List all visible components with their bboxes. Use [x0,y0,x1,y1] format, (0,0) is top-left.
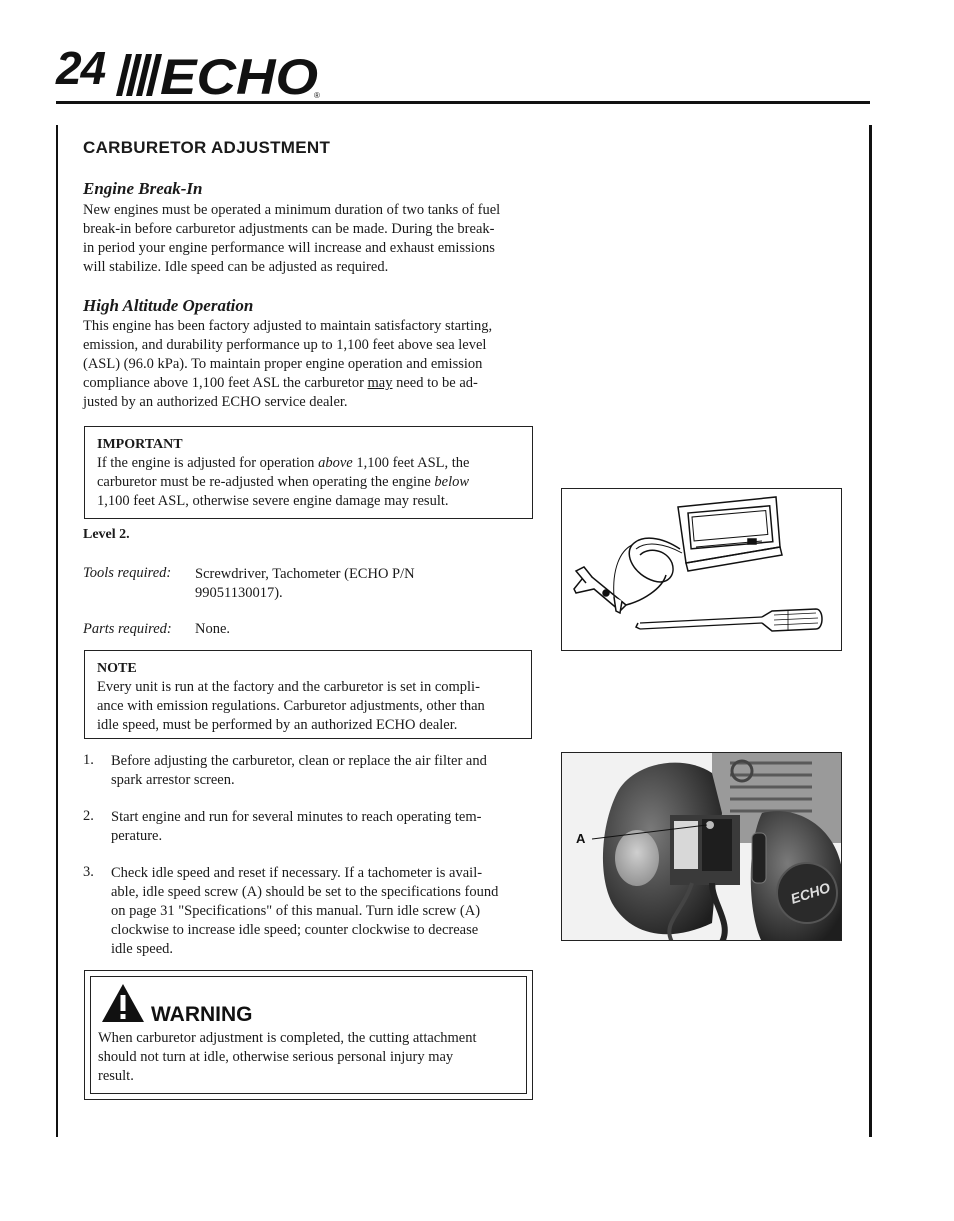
step-2-text: Start engine and run for several minutes to reach operating tem- perature. [111,809,482,844]
tools-value: Screwdriver, Tachometer (ECHO P/N 99051130017). [195,566,415,601]
step-2-number: 2. [83,808,94,824]
altitude-heading: High Altitude Operation [83,296,254,315]
parts-label: Parts required: [83,621,172,637]
section-title: CARBURETOR ADJUSTMENT [83,138,331,157]
right-margin-rule [869,125,872,1137]
header-rule [56,101,870,104]
carburetor-photo [561,752,842,941]
step-1-number: 1. [83,752,94,768]
altitude-paragraph: This engine has been factory adjusted to maintain satisfactory starting, emission, and durability performance up to 1,100 feet above sea level (ASL) (96.0 kPa). To maintain proper engine operation and emission compliance above 1,100 feet ASL the carburetor may need to be ad- justed by an authorized ECHO service dealer. [83,318,493,410]
tools-label: Tools required: [83,565,172,581]
left-margin-rule [56,125,58,1137]
engine-echo-badge: ECHO [788,879,833,907]
warning-triangle-icon [101,983,145,1023]
level-label: Level 2. [83,527,130,542]
tools-figure [561,488,842,651]
break-in-heading: Engine Break-In [83,179,203,198]
callout-a-label: A [576,831,586,846]
note-title: NOTE [97,661,137,676]
step-3-text: Check idle speed and reset if necessary. If a tachometer is avail- able, idle speed screw (A) should be set to the specifications found on page 31 "Specifications" of this manual. Turn idle screw (A) clockwise to increase idle speed; counter clockwise to decrease idle speed. [111,865,499,957]
important-box: IMPORTANT If the engine is adjusted for operation above 1,100 feet ASL, the carburetor must be re-adjusted when operating the engine below 1,100 feet ASL, otherwise severe engine damage may result. [84,426,533,519]
logo-text: ECHO [160,50,319,100]
break-in-paragraph: New engines must be operated a minimum duration of two tanks of fuel break-in before carburetor adjustments can be made. During the break- in period your engine performance will increase and exhaust emissions will stabilize. Idle speed can be adjusted as required. [83,202,501,275]
step-1-text: Before adjusting the carburetor, clean or replace the air filter and spark arrestor screen. [111,753,487,788]
important-title: IMPORTANT [97,437,183,452]
warning-title: WARNING [151,1003,253,1026]
step-3-number: 3. [83,864,94,880]
svg-text:®: ® [314,91,320,100]
parts-value: None. [195,621,231,637]
note-box: NOTE Every unit is run at the factory and the carburetor is set in compli- ance with emission regulations. Carburetor adjustments, other than idle speed, must be performed by an authorized ECHO dealer. [84,650,532,739]
page-number: 24 [56,42,106,94]
warning-text: When carburetor adjustment is completed, the cutting attachment should not turn at idle, otherwise serious personal injury may result. [98,1030,477,1084]
echo-logo [116,50,326,100]
warning-box [84,970,533,1100]
